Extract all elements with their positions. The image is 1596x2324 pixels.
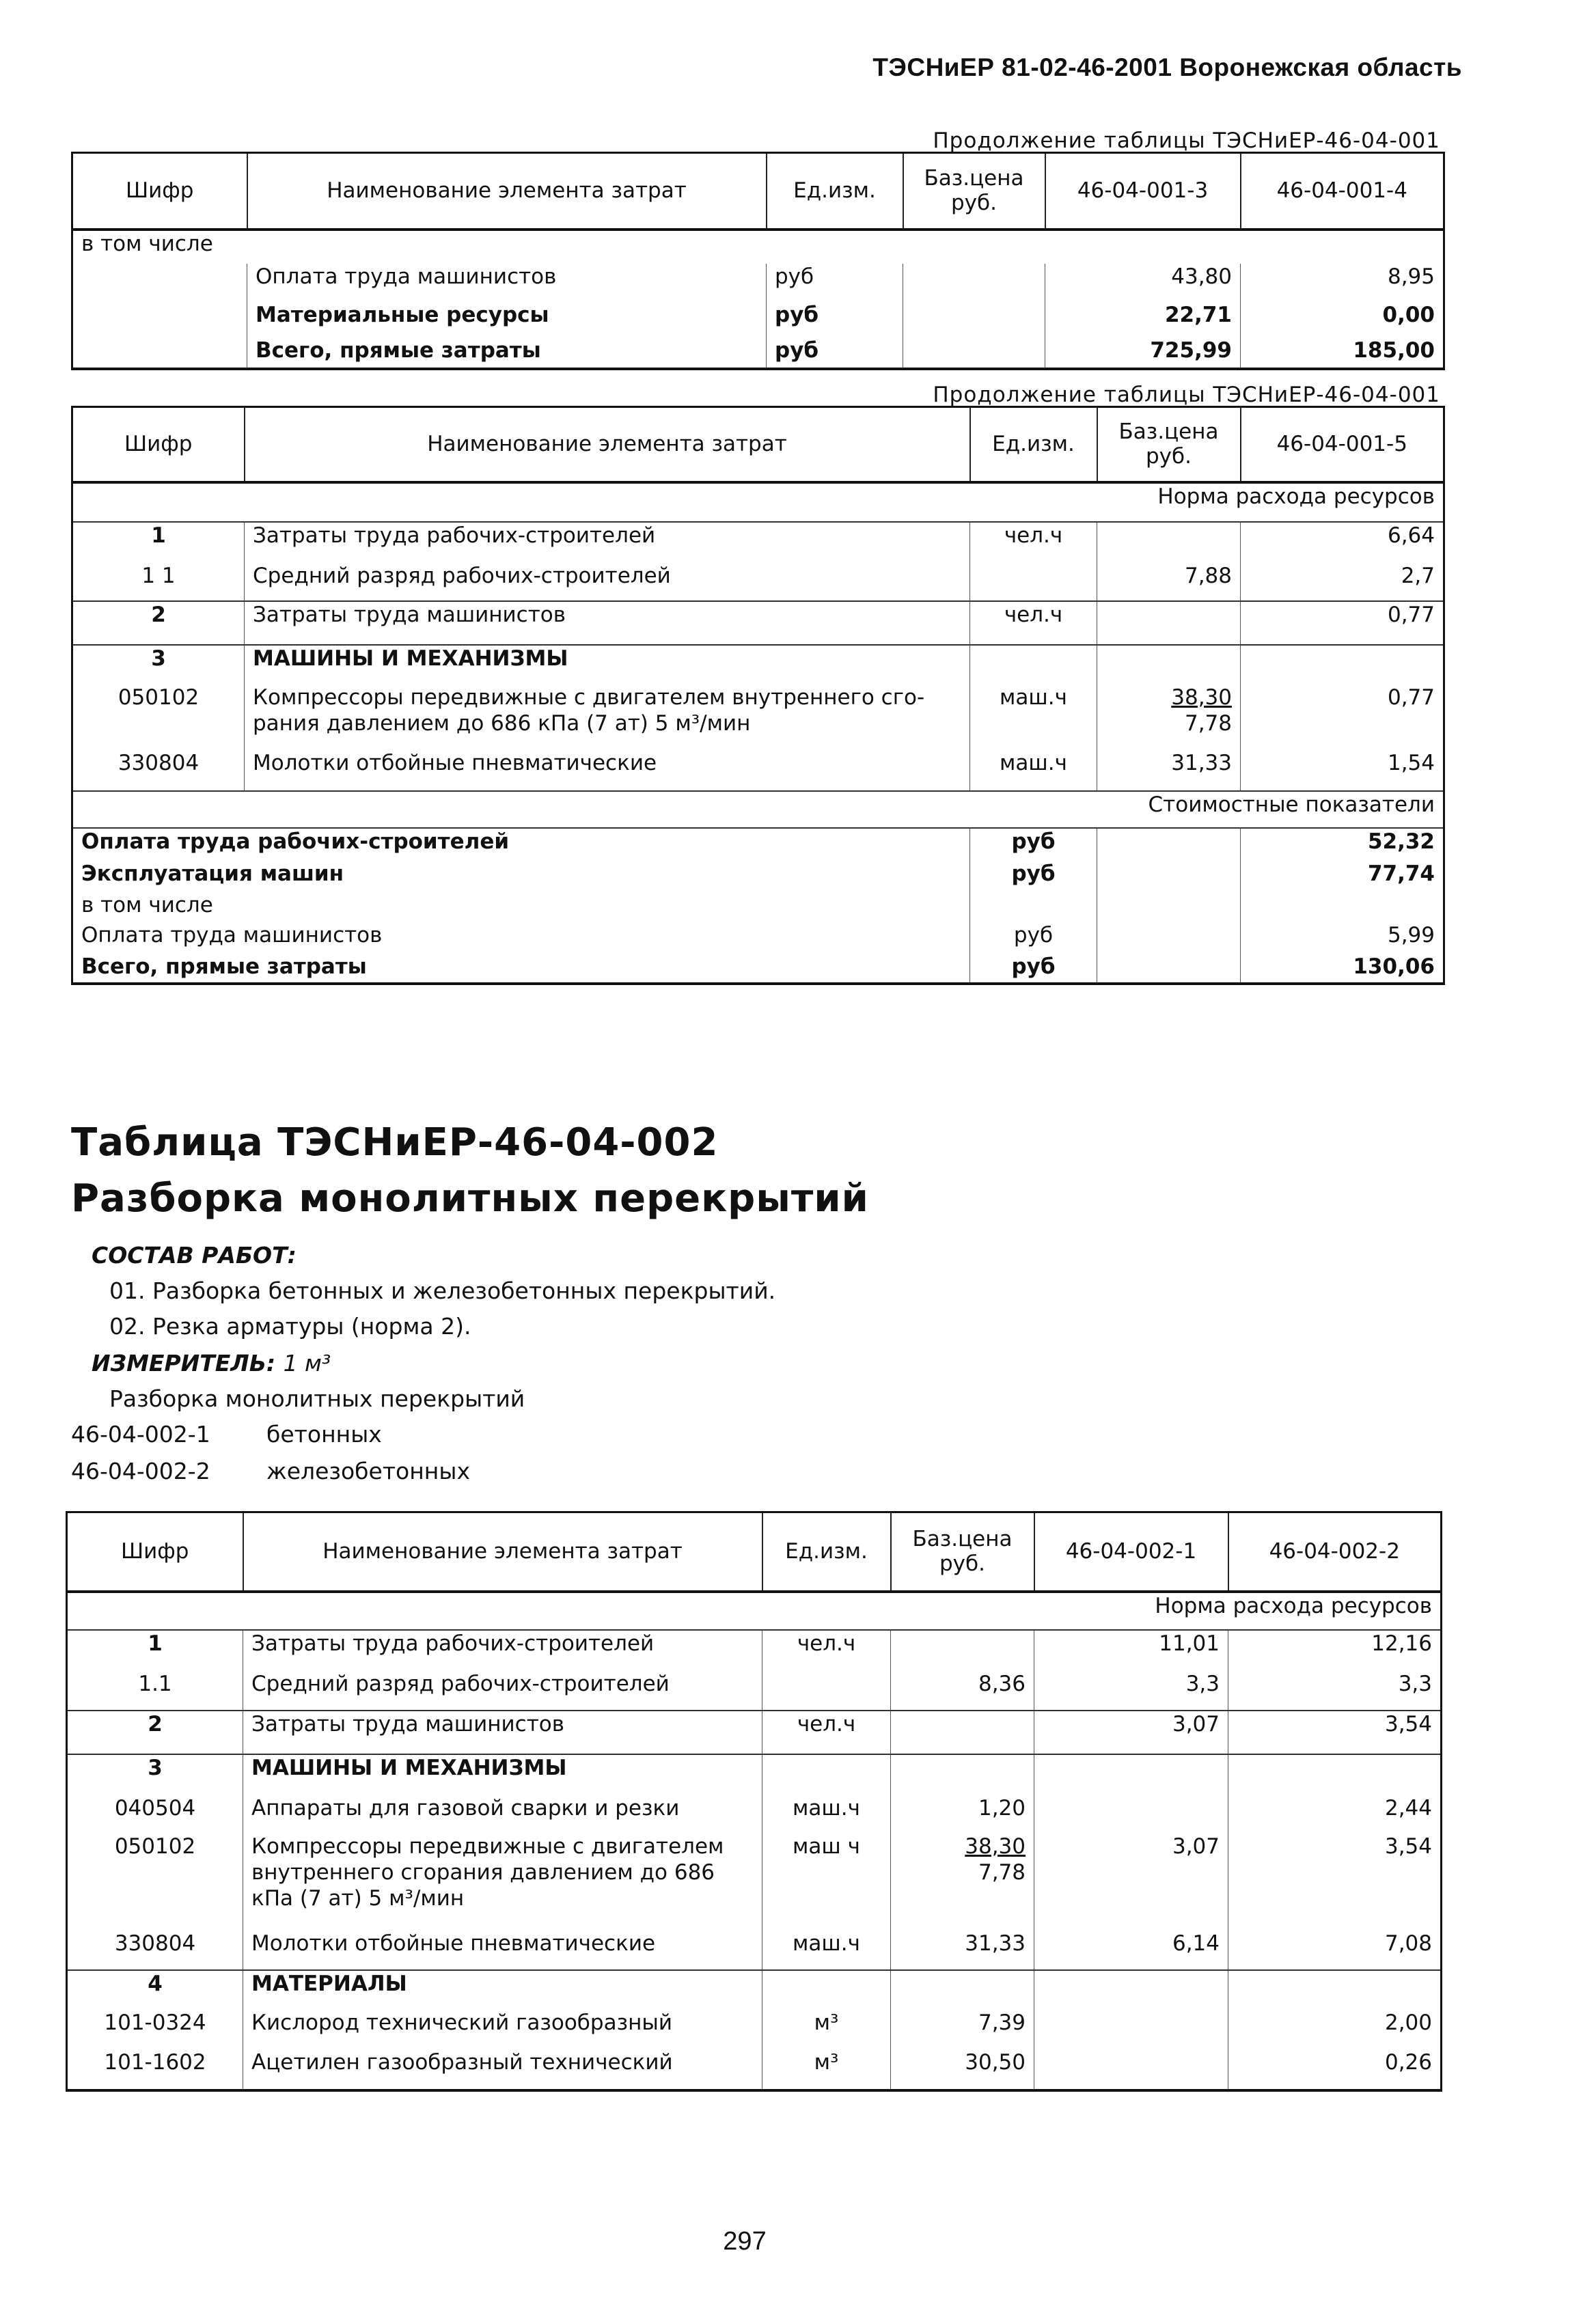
works-label: СОСТАВ РАБОТ: <box>92 1242 297 1269</box>
table-row: 3 МАШИНЫ И МЕХАНИЗМЫ <box>72 645 1444 684</box>
table2 <box>71 406 1445 985</box>
table-row: 101-0324 Кислород технический газообразный м³ 7,39 2,00 <box>67 2010 1442 2049</box>
section-subtitle: Разборка монолитных перекрытий <box>71 1176 869 1221</box>
norm-band: Норма расхода ресурсов <box>72 482 1444 522</box>
cost-band: Стоимостные показатели <box>72 791 1444 828</box>
table-row: Оплата труда машинистов руб 5,99 <box>72 922 1444 954</box>
table3 <box>66 1511 1442 2092</box>
work-item: 02. Резка арматуры (норма 2). <box>109 1313 471 1340</box>
table-row: 2 Затраты труда машинистов чел.ч 3,07 3,54 <box>67 1711 1442 1754</box>
work-item: 01. Разборка бетонных и железобетонных перекрытий. <box>109 1277 776 1304</box>
table-row: 330804 Молотки отбойные пневматические маш.ч 31,33 6,14 7,08 <box>67 1931 1442 1970</box>
variant-name: бетонных <box>266 1421 382 1448</box>
col-code-header: Шифр <box>72 153 247 230</box>
section-title: Таблица ТЭСНиЕР-46-04-002 <box>71 1120 719 1165</box>
page-header: ТЭСНиЕР 81-02-46-2001 Воронежская область <box>872 53 1462 81</box>
col-price-header: Баз.цена руб. <box>903 153 1045 230</box>
table-row: 4 МАТЕРИАЛЫ <box>67 1970 1442 2010</box>
variant-code: 46-04-002-2 <box>71 1458 210 1484</box>
table-row: в том числе <box>72 892 1444 922</box>
col-code-header: Шифр <box>67 1512 243 1592</box>
table-row: 1 Затраты труда рабочих-строителей чел.ч 6,64 <box>72 522 1444 563</box>
col-name-header: Наименование элемента затрат <box>247 153 767 230</box>
table-row: Материальные ресурсы руб 22,71 0,00 <box>72 302 1444 337</box>
col-unit-header: Ед.изм. <box>762 1512 891 1592</box>
page-number: 297 <box>723 2227 767 2256</box>
col-code-header: Шифр <box>72 407 245 482</box>
table2-caption: Продолжение таблицы ТЭСНиЕР-46-04-001 <box>933 383 1440 407</box>
table-row: 1 1 Средний разряд рабочих-строителей 7,88 2,7 <box>72 563 1444 601</box>
table-row: Всего, прямые затраты руб 130,06 <box>72 954 1444 984</box>
col-a-header: 46-04-001-5 <box>1241 407 1444 482</box>
table-row: 2 Затраты труда машинистов чел.ч 0,77 <box>72 601 1444 645</box>
table-row: 3 МАШИНЫ И МЕХАНИЗМЫ <box>67 1754 1442 1795</box>
col-unit-header: Ед.изм. <box>970 407 1097 482</box>
col-unit-header: Ед.изм. <box>767 153 903 230</box>
col-name-header: Наименование элемента затрат <box>243 1512 762 1592</box>
table1 <box>71 152 1445 370</box>
table-row: Эксплуатация машин руб 77,74 <box>72 861 1444 892</box>
col-price-header: Баз.цена руб. <box>891 1512 1034 1592</box>
col-b-header: 46-04-001-4 <box>1241 153 1444 230</box>
norm-band: Норма расхода ресурсов <box>67 1592 1442 1630</box>
col-a-header: 46-04-001-3 <box>1045 153 1241 230</box>
table-row: Всего, прямые затраты руб 725,99 185,00 <box>72 337 1444 369</box>
col-a-header: 46-04-002-1 <box>1034 1512 1228 1592</box>
meter-label: ИЗМЕРИТЕЛЬ: 1 м³ <box>92 1350 331 1377</box>
table-row: 330804 Молотки отбойные пневматические маш.ч 31,33 1,54 <box>72 750 1444 791</box>
table-row: 1 Затраты труда рабочих-строителей чел.ч 11,01 12,16 <box>67 1630 1442 1671</box>
table-row: 050102 Компрессоры передвижные с двигателем внутреннего сгорания давлением до 686 кПа (7 ат) 5 м³/мин маш ч 38,30 7,78 3,07 3,54 <box>67 1834 1442 1931</box>
table-row: 1.1 Средний разряд рабочих-строителей 8,36 3,3 3,3 <box>67 1671 1442 1711</box>
col-b-header: 46-04-002-2 <box>1228 1512 1442 1592</box>
col-price-header: Баз.цена руб. <box>1097 407 1241 482</box>
table-row: 101-1602 Ацетилен газообразный технический м³ 30,50 0,26 <box>67 2049 1442 2090</box>
meter-description: Разборка монолитных перекрытий <box>109 1385 525 1412</box>
table-row: 040504 Аппараты для газовой сварки и резки маш.ч 1,20 2,44 <box>67 1795 1442 1834</box>
table1-caption: Продолжение таблицы ТЭСНиЕР-46-04-001 <box>933 128 1440 153</box>
variant-name: железобетонных <box>266 1458 470 1484</box>
table-row: 050102 Компрессоры передвижные с двигателем внутреннего сго- рания давлением до 686 кПа (7 ат) 5 м³/мин маш.ч 38,30 7,78 0,77 <box>72 684 1444 750</box>
col-name-header: Наименование элемента затрат <box>245 407 970 482</box>
table-row: Оплата труда рабочих-строителей руб 52,32 <box>72 828 1444 861</box>
variant-code: 46-04-002-1 <box>71 1421 210 1448</box>
table-row: в том числе <box>81 231 213 256</box>
table-row: Оплата труда машинистов руб 43,80 8,95 <box>72 264 1444 302</box>
